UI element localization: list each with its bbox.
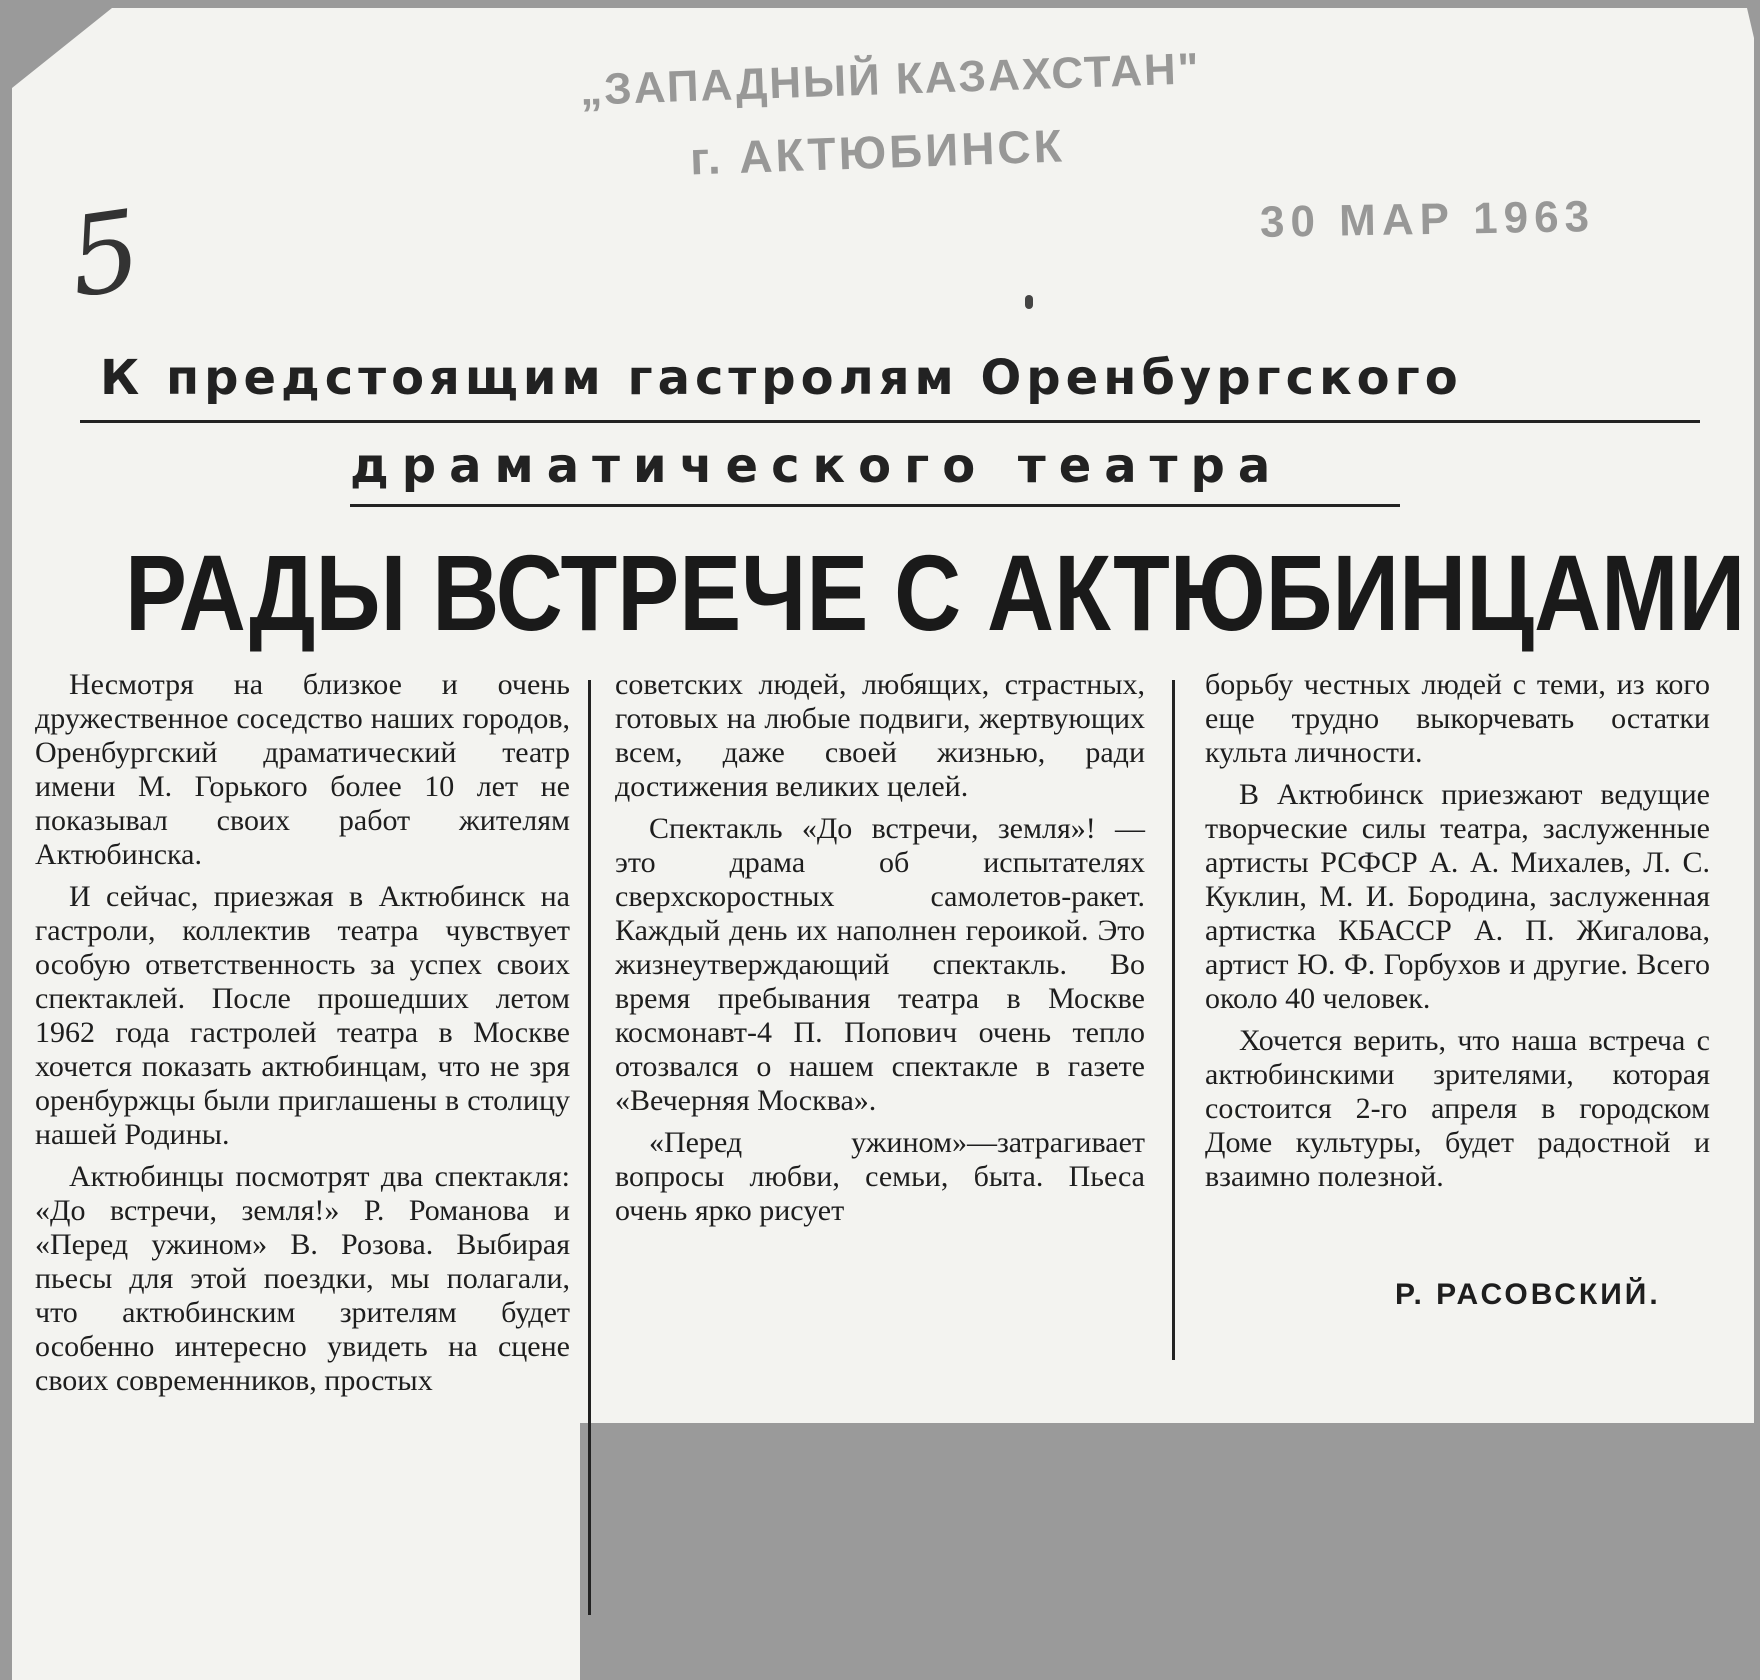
paragraph: Хочется верить, что наша встреча с актюбинскими зрителями, которая состоится 2-го апреля в городском Доме культуры, будет радостной и взаимно полезной. — [1205, 1024, 1710, 1193]
paragraph: Спектакль «До встречи, земля»! — это драма об испытателях сверхскоростных самолетов-ракет. Каждый день их наполнен героикой. Это жизнеутверждающий спектакль. Во время пребывания театра в Москве космонавт-4 П. Попович очень тепло отозвался о нашем спектакле в газете «Вечерняя Москва». — [615, 812, 1145, 1117]
article-kicker: К предстоящим гастролям Оренбургского — [100, 350, 1463, 406]
handwritten-page-number: 5 — [61, 185, 149, 323]
column-separator — [1172, 680, 1175, 1360]
kicker-underline-2 — [350, 504, 1400, 507]
paragraph: Актюбинцы посмотрят два спектакля: «До встречи, земля!» Р. Романова и «Перед ужином» В. Розова. Выбирая пьесы для этой поездки, мы полагали, что актюбинским зрителям будет особенно интересно увидеть на сцене своих современников, простых — [35, 1160, 570, 1397]
article-column-2 — [615, 668, 1145, 1236]
paragraph: борьбу честных людей с теми, из кого еще трудно выкорчевать остатки культа личности. — [1205, 668, 1710, 769]
article-headline: РАДЫ ВСТРЕЧЕ С АКТЮБИНЦАМИ — [125, 532, 1746, 653]
archive-stamp-city: г. АКТЮБИНСК — [689, 119, 1066, 185]
paragraph: Несмотря на близкое и очень дружественное соседство наших городов, Оренбургский драматический театр имени М. Горького более 10 лет не показывал своих работ жителям Актюбинска. — [35, 668, 570, 871]
column-separator — [588, 680, 591, 1615]
author-signature: Р. РАСОВСКИЙ. — [1395, 1278, 1661, 1311]
paragraph: В Актюбинск приезжают ведущие творческие силы театра, заслуженные артисты РСФСР А. А. Михалев, Л. С. Куклин, М. И. Бородина, заслуженная артистка КБАССР А. П. Жигалова, артист Ю. Ф. Горбухов и другие. Всего около 40 человек. — [1205, 778, 1710, 1015]
article-column-1 — [35, 668, 570, 1406]
archive-stamp-title: „ЗАПАДНЫЙ КАЗАХСТАН" — [579, 44, 1202, 115]
paragraph: И сейчас, приезжая в Актюбинск на гастроли, коллектив театра чувствует особую ответственность за успех своих спектаклей. После прошедших летом 1962 года гастролей театра в Москве хочется показать актюбинцам, что не зря оренбуржцы были приглашены в столицу нашей Родины. — [35, 880, 570, 1151]
paragraph: советских людей, любящих, страстных, готовых на любые подвиги, жертвующих всем, даже своей жизнью, ради достижения великих целей. — [615, 668, 1145, 803]
kicker-underline — [80, 420, 1700, 423]
article-column-3 — [1205, 668, 1710, 1202]
paragraph: «Перед ужином»—затрагивает вопросы любви, семьи, быта. Пьеса очень ярко рисует — [615, 1126, 1145, 1227]
article-kicker-line2: драматического театра — [350, 438, 1284, 494]
newspaper-clipping-tail — [12, 1410, 580, 1680]
ink-mark — [1025, 295, 1033, 309]
archive-stamp-date: 30 МАР 1963 — [1259, 192, 1596, 247]
